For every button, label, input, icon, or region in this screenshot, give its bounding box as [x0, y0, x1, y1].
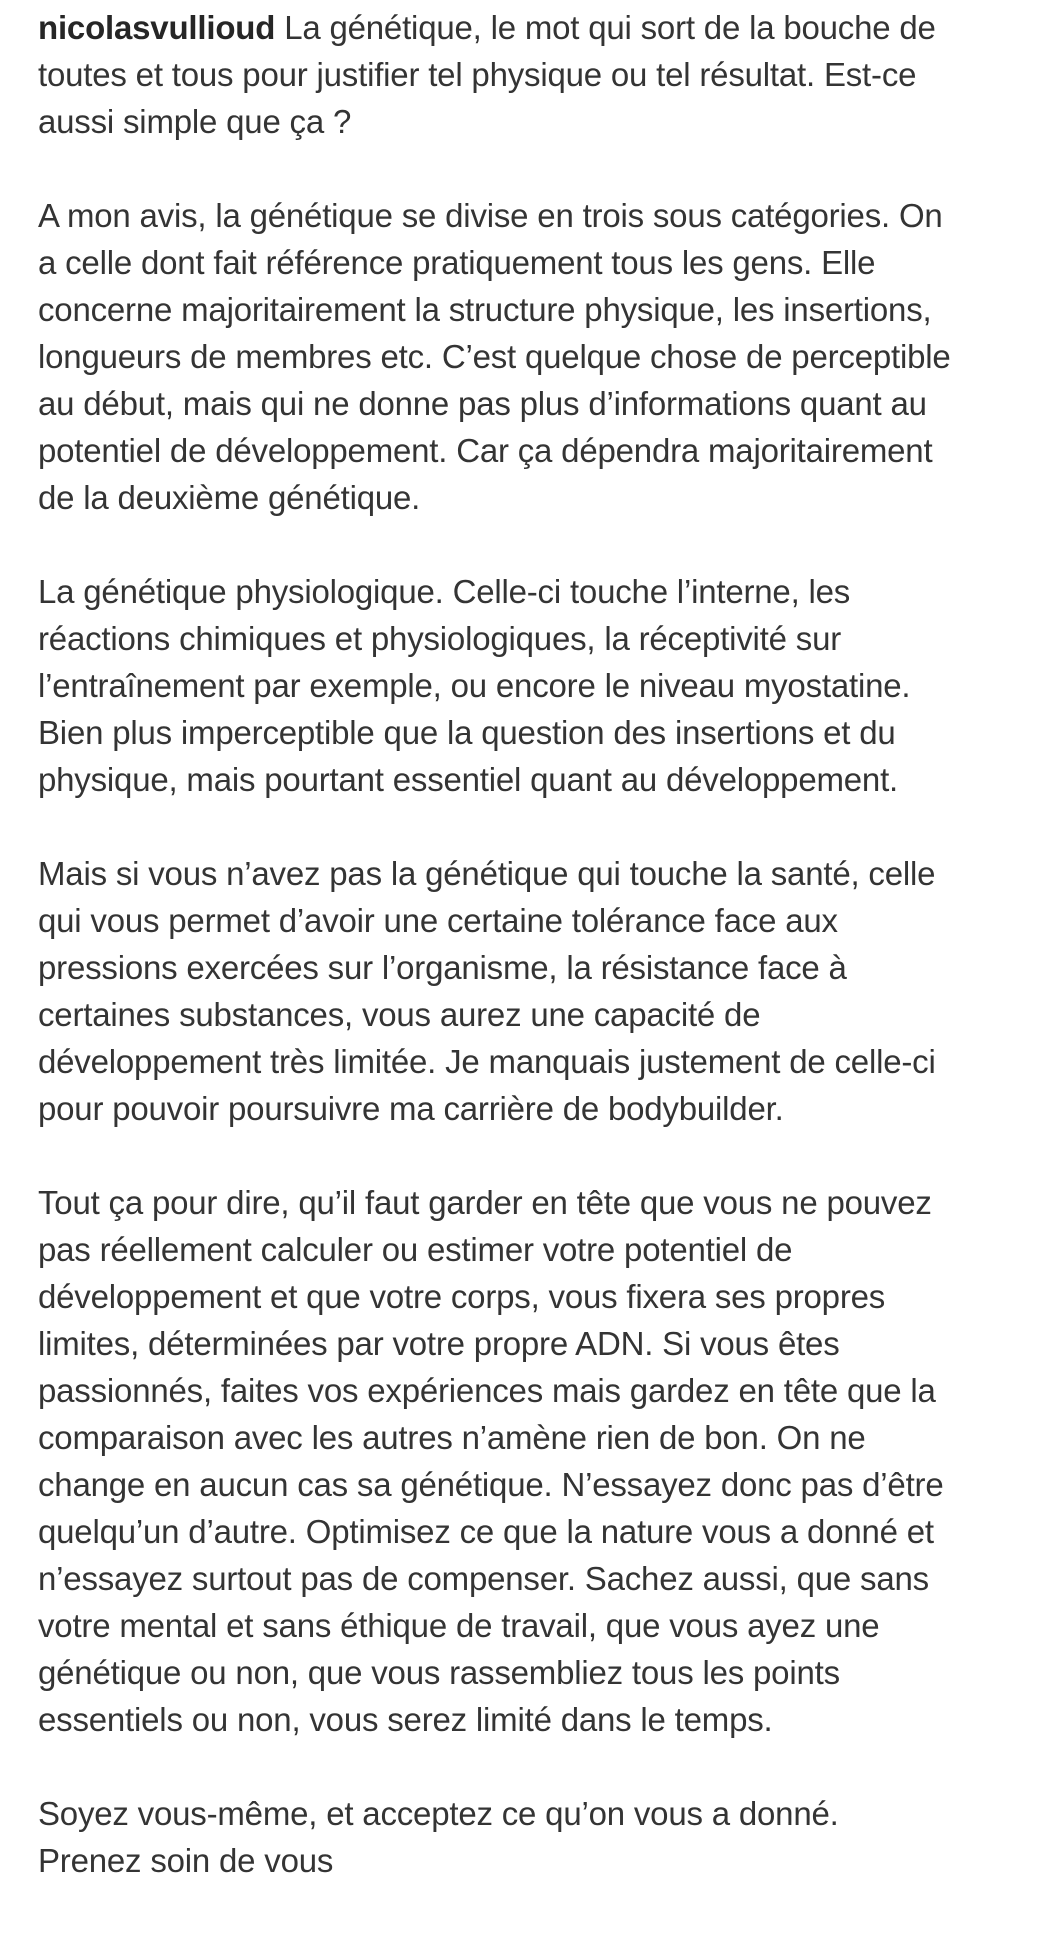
caption-text: quelqu’un d’autre. Optimisez ce que la nature vous a donné et [38, 1513, 934, 1550]
caption-text: développement et que votre corps, vous fixera ses propres [38, 1278, 886, 1315]
caption-text: longueurs de membres etc. C’est quelque chose de perceptible [38, 338, 951, 375]
caption-text: de la deuxième génétique. [38, 479, 421, 516]
caption-text: l’entraînement par exemple, ou encore le niveau myostatine. [38, 667, 911, 704]
caption-text: comparaison avec les autres n’amène rien de bon. On ne [38, 1419, 866, 1456]
caption-line [38, 1132, 1043, 1179]
caption-line [38, 1649, 1043, 1696]
caption-line [38, 1273, 1043, 1320]
caption-text: aussi simple que ça ? [38, 103, 352, 140]
caption-line [38, 1696, 1043, 1743]
caption-line [38, 192, 1043, 239]
caption-line [38, 239, 1043, 286]
caption-text: change en aucun cas sa génétique. N’essayez donc pas d’être [38, 1466, 944, 1503]
caption-text: limites, déterminées par votre propre ADN. Si vous êtes [38, 1325, 840, 1362]
caption-line [38, 1508, 1043, 1555]
caption-line [38, 1790, 1043, 1837]
caption-text: a celle dont fait référence pratiquement tous les gens. Elle [38, 244, 876, 281]
caption-line [38, 1602, 1043, 1649]
caption-line [38, 1837, 1043, 1884]
caption-text: La génétique physiologique. Celle-ci touche l’interne, les [38, 573, 851, 610]
caption-text: essentiels ou non, vous serez limité dans le temps. [38, 1701, 773, 1738]
caption-text: pour pouvoir poursuivre ma carrière de bodybuilder. [38, 1090, 784, 1127]
caption-line [38, 1555, 1043, 1602]
caption-text: développement très limitée. Je manquais justement de celle-ci [38, 1043, 936, 1080]
caption-text: génétique ou non, que vous rassembliez tous les points [38, 1654, 840, 1691]
caption-body [38, 51, 1043, 1884]
caption-text: réactions chimiques et physiologiques, la réceptivité sur [38, 620, 842, 657]
caption-text: votre mental et sans éthique de travail, que vous ayez une [38, 1607, 880, 1644]
caption-line [38, 615, 1043, 662]
caption-line [38, 1179, 1043, 1226]
caption-text: Tout ça pour dire, qu’il faut garder en tête que vous ne pouvez [38, 1184, 932, 1221]
caption-text: qui vous permet d’avoir une certaine tolérance face aux [38, 902, 838, 939]
caption-line [38, 286, 1043, 333]
caption-line [38, 427, 1043, 474]
caption-text: toutes et tous pour justifier tel physique ou tel résultat. Est-ce [38, 56, 917, 93]
caption-text: pressions exercées sur l’organisme, la résistance face à [38, 949, 847, 986]
caption-line [38, 1320, 1043, 1367]
caption-text: Prenez soin de vous [38, 1842, 334, 1879]
caption-line [38, 1038, 1043, 1085]
caption-line [38, 944, 1043, 991]
caption-line [38, 803, 1043, 850]
caption-line [38, 756, 1043, 803]
caption-line [38, 1461, 1043, 1508]
caption-text: certaines substances, vous aurez une capacité de [38, 996, 761, 1033]
caption-text: concerne majoritairement la structure physique, les insertions, [38, 291, 932, 328]
caption-line [38, 897, 1043, 944]
caption-line [38, 991, 1043, 1038]
caption-line [38, 662, 1043, 709]
caption-text: Soyez vous-même, et acceptez ce qu’on vous a donné. [38, 1795, 839, 1832]
caption-text: n’essayez surtout pas de compenser. Sachez aussi, que sans [38, 1560, 929, 1597]
caption-text: passionnés, faites vos expériences mais gardez en tête que la [38, 1372, 936, 1409]
caption-line [38, 98, 1043, 145]
username-link[interactable]: nicolasvullioud [38, 9, 276, 46]
caption-line [38, 1743, 1043, 1790]
caption-line [38, 51, 1043, 98]
caption-text: physique, mais pourtant essentiel quant au développement. [38, 761, 899, 798]
caption-line [38, 1226, 1043, 1273]
caption-line [38, 1085, 1043, 1132]
caption-line [38, 521, 1043, 568]
caption-line [38, 709, 1043, 756]
caption-line [38, 850, 1043, 897]
caption-text: La génétique, le mot qui sort de la bouche de [284, 9, 936, 46]
caption-text: pas réellement calculer ou estimer votre potentiel de [38, 1231, 793, 1268]
caption-text: potentiel de développement. Car ça dépendra majoritairement [38, 432, 933, 469]
caption-line [38, 1367, 1043, 1414]
caption-line [38, 568, 1043, 615]
caption-text: au début, mais qui ne donne pas plus d’informations quant au [38, 385, 927, 422]
caption-line [38, 4, 1043, 51]
caption-line [38, 380, 1043, 427]
caption-text: Mais si vous n’avez pas la génétique qui touche la santé, celle [38, 855, 936, 892]
caption-text: Bien plus imperceptible que la question des insertions et du [38, 714, 896, 751]
caption-line [38, 333, 1043, 380]
caption-line [38, 145, 1043, 192]
caption-line [38, 474, 1043, 521]
caption-line [38, 1414, 1043, 1461]
caption-text: A mon avis, la génétique se divise en trois sous catégories. On [38, 197, 943, 234]
